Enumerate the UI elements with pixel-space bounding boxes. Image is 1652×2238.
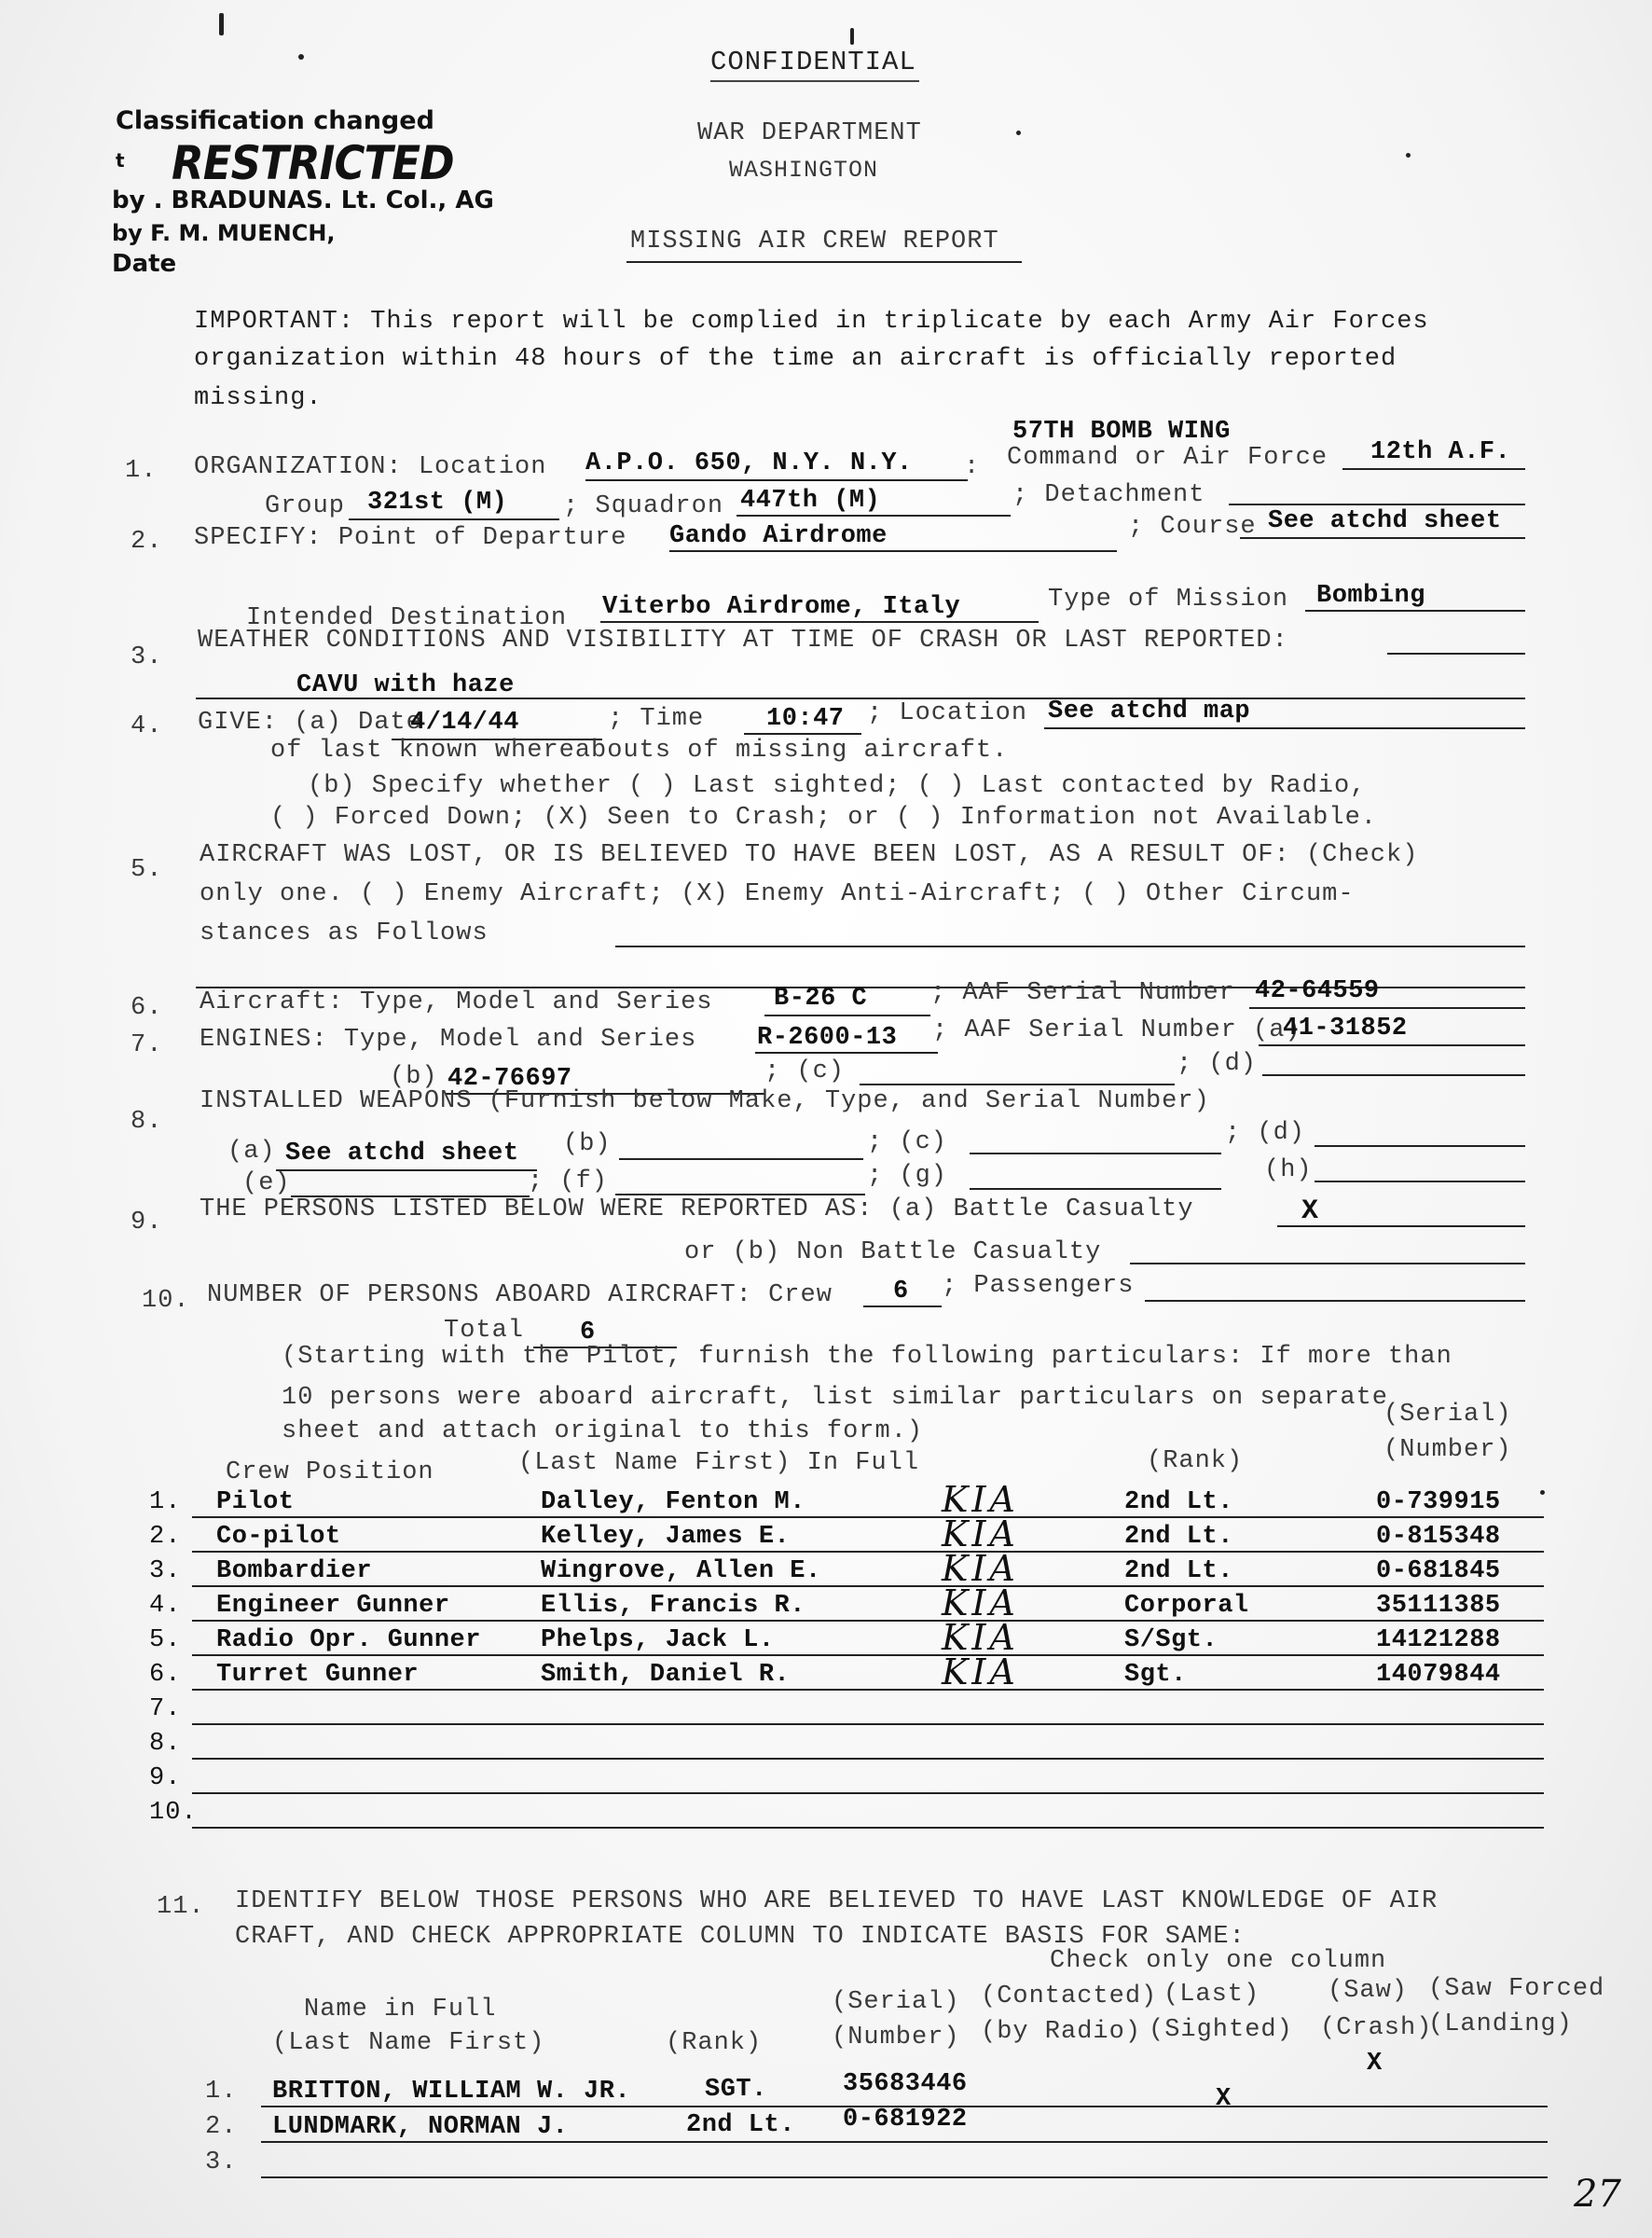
- row-number: 3.: [149, 1557, 182, 1585]
- header-serial: (Serial): [1384, 1401, 1512, 1429]
- crew-rank: Sgt.: [1124, 1661, 1187, 1689]
- row-number: 5.: [149, 1626, 182, 1654]
- crew-position: Bombardier: [216, 1557, 373, 1585]
- crew-serial: 0-815348: [1376, 1523, 1501, 1551]
- crew-status: KIA: [942, 1651, 1019, 1692]
- form-title: MISSING AIR CREW REPORT: [630, 228, 999, 256]
- destination-value: Viterbo Airdrome, Italy: [602, 593, 961, 621]
- header-number: (Number): [1384, 1436, 1512, 1464]
- header-name: (Last Name First) In Full: [518, 1449, 920, 1477]
- mission-value: Bombing: [1316, 582, 1425, 610]
- scan-speck: [850, 28, 854, 45]
- crew-name: Ellis, Francis R.: [541, 1592, 805, 1620]
- row-number: 8.: [149, 1730, 182, 1758]
- course-value: See atchd sheet: [1268, 507, 1502, 535]
- witness-check-mark: X: [1216, 2085, 1232, 2113]
- battle-casualty-mark: X: [1301, 1195, 1319, 1227]
- departure-value: Gando Airdrome: [669, 522, 888, 550]
- engine-type-value: R-2600-13: [757, 1024, 898, 1052]
- crew-position: Engineer Gunner: [216, 1592, 450, 1620]
- command-value: 12th A.F.: [1370, 438, 1511, 466]
- crew-name: Dalley, Fenton M.: [541, 1488, 805, 1516]
- witness-check-mark: X: [1367, 2050, 1383, 2078]
- crew-status: KIA: [942, 1582, 1019, 1623]
- crew-status: KIA: [942, 1548, 1019, 1589]
- page-number: 27: [1574, 2173, 1621, 2216]
- row-number: 10.: [149, 1799, 198, 1827]
- important-line-3: missing.: [194, 384, 323, 412]
- location-value: See atchd map: [1048, 698, 1251, 725]
- crew-name: Kelley, James E.: [541, 1523, 791, 1551]
- important-line-2: organization within 48 hours of the time an aircraft is officially reported: [194, 345, 1397, 373]
- crew-status: KIA: [942, 1617, 1019, 1658]
- witness-serial: 0-681922: [843, 2106, 968, 2134]
- row-number: 6.: [149, 1661, 182, 1689]
- crew-serial: 14079844: [1376, 1661, 1501, 1689]
- aircraft-serial-value: 42-64559: [1255, 977, 1380, 1005]
- total-count: 6: [580, 1319, 596, 1347]
- crew-serial: 35111385: [1376, 1592, 1501, 1620]
- crew-status: KIA: [942, 1513, 1019, 1554]
- header-rank: (Rank): [1147, 1447, 1244, 1475]
- check-note: Check only one column: [1050, 1947, 1387, 1975]
- row-number: 4.: [149, 1592, 182, 1620]
- time-value: 10:47: [766, 705, 845, 733]
- scan-speck: [1016, 131, 1021, 135]
- date-value: 4/14/44: [410, 709, 519, 737]
- row-number: 9.: [149, 1764, 182, 1792]
- crew-position: Radio Opr. Gunner: [216, 1626, 481, 1654]
- location-value: A.P.O. 650, N.Y. N.Y.: [585, 449, 913, 477]
- engine-serial-b-value: 42-76697: [447, 1065, 572, 1093]
- crew-serial: 0-739915: [1376, 1488, 1501, 1516]
- scan-speck: [1540, 1490, 1545, 1495]
- row-number: 3.: [205, 2148, 238, 2176]
- witness-name: BRITTON, WILLIAM W. JR.: [272, 2078, 631, 2106]
- aircraft-type-value: B-26 C: [774, 985, 868, 1013]
- crew-name: Phelps, Jack L.: [541, 1626, 775, 1654]
- crew-status: KIA: [942, 1479, 1019, 1520]
- header-crew-position: Crew Position: [226, 1458, 434, 1486]
- important-line-1: IMPORTANT: This report will be complied in triplicate by each Army Air Forces: [194, 308, 1429, 336]
- engine-serial-a-value: 41-31852: [1283, 1015, 1408, 1043]
- witness-serial: 35683446: [843, 2070, 968, 2098]
- scan-speck: [298, 54, 304, 60]
- row-number: 1.: [205, 2078, 238, 2106]
- crew-rank: 2nd Lt.: [1124, 1488, 1233, 1516]
- row-number: 2.: [205, 2113, 238, 2141]
- weather-value: CAVU with haze: [296, 671, 515, 699]
- scan-speck: [219, 13, 224, 35]
- crew-count: 6: [893, 1278, 909, 1306]
- city-heading: WASHINGTON: [729, 157, 879, 184]
- row-number: 2.: [149, 1523, 182, 1551]
- weapons-a-value: See atchd sheet: [285, 1140, 519, 1167]
- row-number: 7.: [149, 1695, 182, 1723]
- squadron-value: 447th (M): [740, 487, 881, 515]
- crew-serial: 0-681845: [1376, 1557, 1501, 1585]
- witness-rank: SGT.: [705, 2076, 767, 2104]
- wing-value: 57TH BOMB WING: [1012, 418, 1231, 446]
- crew-name: Smith, Daniel R.: [541, 1661, 791, 1689]
- crew-rank: 2nd Lt.: [1124, 1557, 1233, 1585]
- crew-rank: Corporal: [1124, 1592, 1249, 1620]
- crew-name: Wingrove, Allen E.: [541, 1557, 821, 1585]
- document-page: CONFIDENTIAL WAR DEPARTMENT WASHINGTON MISSING AIR CREW REPORT Classification changed t RESTRICTED by . BRADUNAS. Lt. Col., AG by F. M. MUENCH, Date IMPORTANT: This report will be complied in triplicate by each Army Air Forces organization within 48 hours of the time an aircraft is officially reported missing. 1. ORGANIZATION: Location A.P.O. 650, N.Y. N.Y. : 57TH BOMB WING Command or Air Force 12th A.F. Group 321st (M) ; Squadron 447th (M) ; Detachment 2. SPECIFY: Point of Departure Gando Airdrome ; Course See atchd sheet Intended Destination Viterbo Airdrome, Italy Type of Mission Bombing 3. WEATHER CONDITIONS AND VISIBILITY AT TIME OF CRASH OR LAST REPORTED: CAVU with haze 4. GIVE: (a) Date 4/14/44 ; Time 10:47 ; Location See atchd map of last known whereabouts of missing aircraft. (b) Specify whether ( ) Last sighted; ( ) Last contacted by Radio, ( ) Forced Down; (X) Seen to Crash; or ( ) Information not Available. 5. AIRCRAFT WAS LOST, OR IS BELIEVED TO HAVE BEEN LOST, AS A RESULT OF: (Check) only one. ( ) Enemy Aircraft; (X) Enemy Anti-Aircraft; ( ) Other Circum- stances as Follows 6. Aircraft: Type, Model and Series B-26 C ; AAF Serial Number 42-64559 7. ENGINES: Type, Model and Series R-2600-13 ; AAF Serial Number (a) 41-31852 (b) 42-76697 ; (c) ; (d) 8. INSTALLED WEAPONS (Furnish below Make, Type, and Serial Number) (a) See atchd sheet (b) ; (c) ; (d) (e) ; (f) ; (g) (h) 9. THE PERSONS LISTED BELOW WERE REPORTED AS: (a) Battle Casualty X or (b) Non Battle Casualty 10. NUMBER OF PERSONS ABOARD AIRCRAFT: Crew 6 ; Passengers Total 6 (Starting with the Pilot, furnish the following particulars: If more than 10 persons were aboard aircraft, list similar particulars on separate sheet and attach original to this form.) Crew Position (Last Name First) In Full (Rank) (Serial) (Number) 1. Pilot Dalley, Fenton M. KIA 2nd Lt. 0-739915 2. Co-pilot Kelley, James E. KIA 2nd Lt. 0-815348 3. Bombardier Wingrove, Allen E. KIA 2nd Lt. 0-681845 4. Engineer Gunner Ellis, Francis R. KIA Corporal 35111385 5. Radio Opr. Gunner Phelps, Jack L. KIA S/Sgt. 14121288 6. Turret Gunner Smith, Daniel R. KIA Sgt. 14079844 7. 8. 9. 10. 11. IDENTIFY BELOW THOSE PERSONS WHO ARE BELIEVED TO HAVE LAST KNOWLEDGE OF AIR CRAFT, AND CHECK APPROPRIATE COLUMN TO INDICATE BASIS FOR SAME: Check only one column Name in Full (Last Name First) (Rank) (Serial) (Number) (Contacted) (by Radio) (Last) (Sighted) (Saw) (Crash) (Saw Forced (Landing) 1. BRITTON, WILLIAM W. JR. SGT. 35683446 X 2. LUNDMARK, NORMAN J. 2nd Lt. 0-681922 X 3. 27: [0, 0, 1652, 2238]
- row-number: 1.: [149, 1488, 182, 1516]
- crew-position: Pilot: [216, 1488, 295, 1516]
- department-heading: WAR DEPARTMENT: [697, 119, 922, 147]
- confidential-heading: CONFIDENTIAL: [710, 47, 916, 77]
- crew-serial: 14121288: [1376, 1626, 1501, 1654]
- crew-rank: 2nd Lt.: [1124, 1523, 1233, 1551]
- witness-name: LUNDMARK, NORMAN J.: [272, 2113, 569, 2141]
- crew-position: Turret Gunner: [216, 1661, 420, 1689]
- restricted-stamp: RESTRICTED: [172, 136, 454, 190]
- crew-position: Co-pilot: [216, 1523, 341, 1551]
- witness-rank: 2nd Lt.: [686, 2111, 795, 2139]
- group-value: 321st (M): [367, 489, 508, 517]
- crew-rank: S/Sgt.: [1124, 1626, 1218, 1654]
- scan-speck: [1406, 153, 1411, 158]
